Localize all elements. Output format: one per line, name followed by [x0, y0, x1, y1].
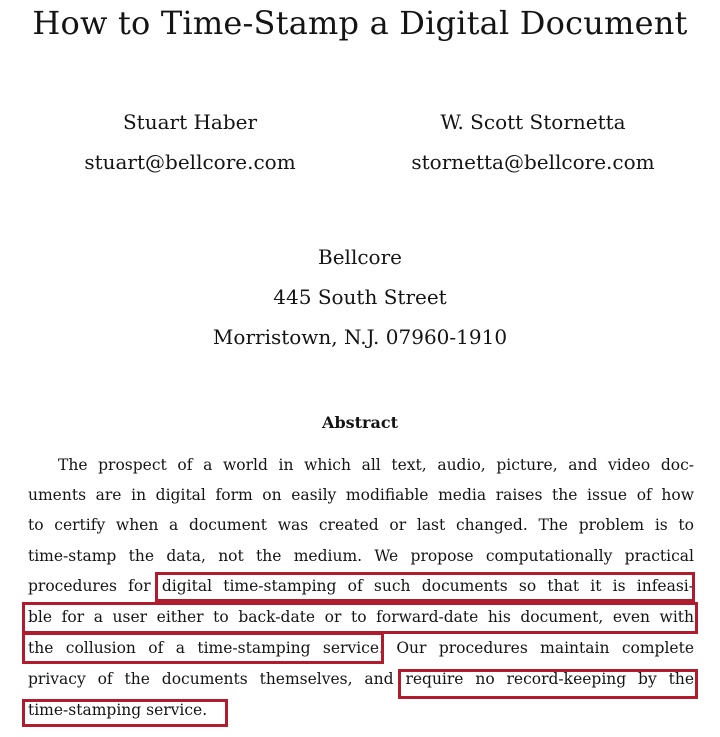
- abstract-line-3: to certify when a document was created or last changed. The problem is to: [28, 516, 694, 534]
- highlight-box: [22, 632, 384, 664]
- paper-title: How to Time-Stamp a Digital Document: [32, 4, 688, 42]
- abstract-line-2: uments are in digital form on easily modifiable media raises the issue of how: [28, 486, 694, 504]
- abstract-line-5: procedures for digital time-stamping of such documents so that it is infeasi-: [28, 577, 694, 595]
- abstract-line-9: time-stamping service.: [28, 701, 208, 719]
- abstract-line-8: privacy of the documents themselves, and require no record-keeping by the: [28, 670, 694, 688]
- affiliation-line-2: 445 South Street: [273, 285, 447, 309]
- author-1-name: Stuart Haber: [122, 110, 258, 134]
- author-2-email: stornetta@bellcore.com: [411, 150, 655, 174]
- abstract-line-1: The prospect of a world in which all text, audio, picture, and video doc-: [58, 456, 694, 474]
- author-1-email: stuart@bellcore.com: [84, 150, 296, 174]
- highlight-box: [22, 699, 228, 727]
- highlight-box: [155, 572, 695, 602]
- author-2-name: W. Scott Stornetta: [440, 110, 626, 134]
- highlight-box: [398, 669, 698, 699]
- abstract-line-4: time-stamp the data, not the medium. We propose computationally practical: [28, 547, 694, 565]
- affiliation-line-1: Bellcore: [318, 245, 402, 269]
- abstract-line-7: the collusion of a time-stamping service. Our procedures maintain complete: [28, 639, 694, 657]
- abstract-line-6: ble for a user either to back-date or to forward-date his document, even with: [28, 608, 694, 626]
- highlight-box: [22, 602, 698, 634]
- affiliation-line-3: Morristown, N.J. 07960-1910: [212, 325, 508, 349]
- abstract-heading: Abstract: [322, 413, 398, 432]
